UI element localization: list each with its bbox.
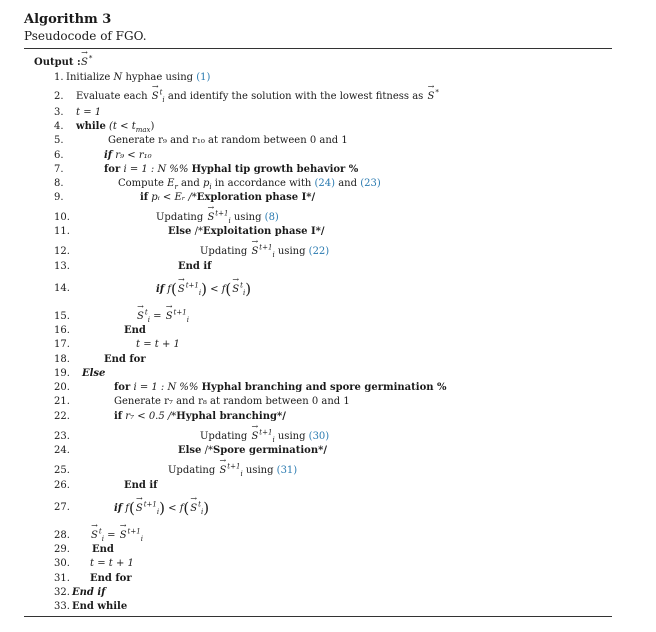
line-content: Updating S → $^{t+1}_i$ using (8)	[156, 203, 279, 225]
line-number: 19.	[54, 368, 70, 379]
line-number: 30.	[54, 558, 70, 569]
algorithm-caption: Pseudocode of FGO.	[24, 29, 147, 43]
line-content: t = t + 1	[136, 339, 180, 350]
line-content: Else /*Exploitation phase I*/	[168, 226, 325, 237]
line-number: 12.	[54, 246, 70, 257]
line-content: Updating S → $^{t+1}_i$ using (31)	[168, 456, 298, 478]
line-content: if r₉ < r₁₀	[104, 150, 152, 161]
line-number: 10.	[54, 212, 70, 223]
line-content: if f(S → $^{t+1}_i$) < f(S → $^t_i$)	[156, 275, 252, 298]
line-number: 33.	[54, 601, 70, 612]
line-number: 17.	[54, 339, 70, 350]
line-number: 29.	[54, 544, 70, 555]
top-rule	[24, 48, 612, 49]
line-number: 23.	[54, 431, 70, 442]
line-number: 22.	[54, 411, 70, 422]
output-symbol: S → *	[81, 48, 93, 68]
line-number: 13.	[54, 261, 70, 272]
line-number: 21.	[54, 396, 70, 407]
line-number: 14.	[54, 283, 70, 294]
line-number: 9.	[54, 192, 64, 203]
line-number: 1.	[54, 72, 64, 83]
line-content: End if	[124, 480, 158, 491]
line-number: 16.	[54, 325, 70, 336]
line-number: 2.	[54, 91, 64, 102]
output-label: Output :	[34, 57, 81, 68]
line-content: End	[92, 544, 114, 555]
line-content: Generate r₇ and r₈ at random between 0 and 1	[114, 396, 350, 407]
line-number: 5.	[54, 135, 64, 146]
line-number: 6.	[54, 150, 64, 161]
line-number: 18.	[54, 354, 70, 365]
line-content: t = t + 1	[90, 558, 134, 569]
line-content: Updating S → $^{t+1}_i$ using (30)	[200, 422, 330, 444]
line-content: Updating S → $^{t+1}_i$ using (22)	[200, 237, 330, 259]
line-number: 28.	[54, 530, 70, 541]
line-content: while $(t < t_{max})$	[76, 121, 155, 134]
algorithm-title: Algorithm 3	[24, 12, 112, 27]
line-number: 7.	[54, 164, 64, 175]
line-content: if f(S → $^{t+1}_i$) < f(S → $^t_i$)	[114, 494, 210, 517]
line-content: End for	[90, 573, 132, 584]
line-number: 24.	[54, 445, 70, 456]
line-content: End for	[104, 354, 146, 365]
line-content: End if	[178, 261, 212, 272]
line-number: 26.	[54, 480, 70, 491]
line-content: S → $^t_i$ = S → $^{t+1}_i$	[137, 302, 189, 324]
line-number: 15.	[54, 311, 70, 322]
bottom-rule	[24, 616, 612, 617]
line-number: 27.	[54, 502, 70, 513]
line-number: 32.	[54, 587, 70, 598]
line-content: Generate r₉ and r₁₀ at random between 0 and 1	[108, 135, 348, 146]
line-number: 4.	[54, 121, 64, 132]
line-content: t = 1	[76, 107, 102, 118]
line-number: 25.	[54, 465, 70, 476]
line-content: End while	[72, 601, 128, 612]
line-content: End if	[72, 587, 106, 598]
line-number: 8.	[54, 178, 64, 189]
line-content: Compute $E_r$ and $p_i$ in accordance with (24) and (23)	[118, 178, 381, 191]
line-content: Else /*Spore germination*/	[178, 445, 327, 456]
line-number: 31.	[54, 573, 70, 584]
line-content: for i = 1 : N %% Hyphal tip growth behavior %	[104, 164, 359, 175]
line-number: 3.	[54, 107, 64, 118]
line-content: Initialize N hyphae using (1)	[66, 72, 211, 83]
line-content: S → $^t_i$ = S → $^{t+1}_i$	[91, 521, 143, 543]
line-content: End	[124, 325, 146, 336]
line-content: Evaluate each S → $^t_i$ and identify the solution with the lowest fitness as S → *	[76, 82, 439, 104]
line-number: 20.	[54, 382, 70, 393]
line-content: for i = 1 : N %% Hyphal branching and spore germination %	[114, 382, 447, 393]
line-number: 11.	[54, 226, 70, 237]
line-content: if r₇ < 0.5 /*Hyphal branching*/	[114, 411, 286, 422]
line-content: if pᵢ < Eᵣ /*Exploration phase I*/	[140, 192, 316, 203]
line-content: Else	[82, 368, 106, 379]
